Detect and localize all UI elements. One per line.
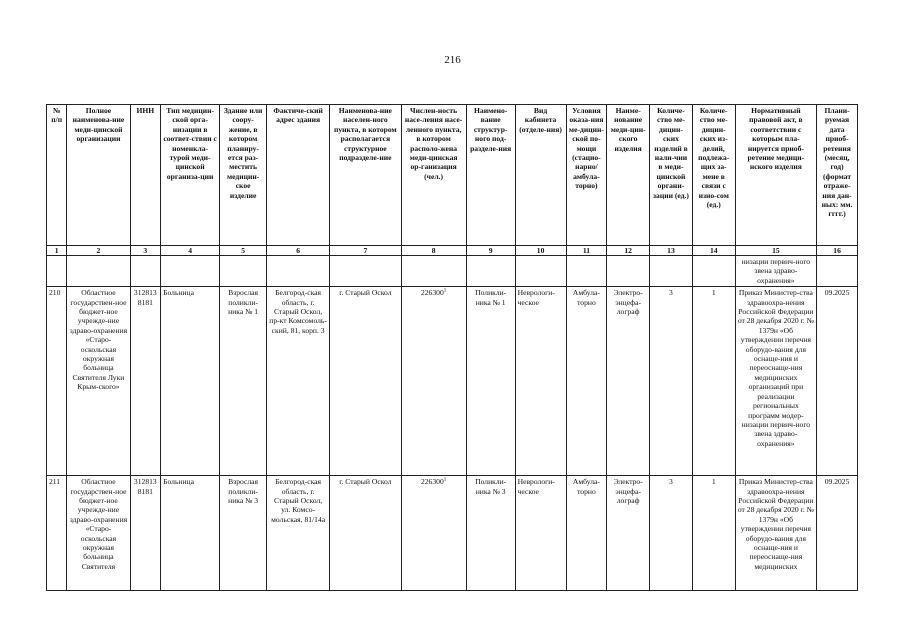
continuation-row [47,256,858,287]
header-cell: ИНН [130,105,161,246]
cabinet-type: Неврологи-ческое [515,287,566,476]
column-number: 11 [566,246,607,256]
header-cell: Нормативный правовой акт, в соответствии с которым пла-нируется приоб-ретение медици-нского изделия [735,105,817,246]
quantity-to-replace: 1 [692,287,735,476]
table-row [47,476,858,591]
building: Взрослая поликли-ника № 3 [220,476,267,591]
address: Белгород-ская область, г. Старый Оскол, пр-кт Комсомоль-ский, 81, корп. 3 [267,287,330,476]
header-cell: Условия оказа-ния ме-дицин-ской по-мощи (стацио-нарно/ амбула-торно) [566,105,607,246]
page-number: 216 [444,54,461,66]
regulatory-act: Приказ Министер-ства здравоохра-нения Российской Федерации от 28 декабря 2020 г. № 1379н «Об утверждении перечня оборудо-вания для оснаще-ния и переоснаще-ния медицинских организаций при реализации региональных программ модер-низации первич-ного звена здраво-охранения» [735,287,817,476]
settlement: г. Старый Оскол [330,476,401,591]
header-cell: Фактиче-ский адрес здания [267,105,330,246]
organization-type: Больница [161,476,220,591]
header-cell: Количе-ство ме-дицин-ских изделий в нали-чии в меди-цинской органи-зации (ед.) [650,105,693,246]
row-number: 210 [47,287,67,476]
quantity-available: 3 [650,476,693,591]
care-conditions: Амбула-торно [566,476,607,591]
header-cell: № п/п [47,105,67,246]
care-conditions: Амбула-торно [566,287,607,476]
header-cell: Наименова-ние населен-ного пункта, в котором располагается структурное подразделе-ние [330,105,401,246]
table-row [47,287,858,476]
subdivision: Поликли-ника № 1 [466,287,515,476]
organization-name: Областное государствен-ное бюджет-ное учрежде-ние здраво-охранения «Старо-оскольская окружная больница Святителя [67,476,130,591]
regulatory-act: Приказ Министер-ства здравоохра-нения Российской Федерации от 28 декабря 2020 г. № 1379н «Об утверждении перечня оборудо-вания для оснаще-ния и переоснаще-ния медицинских [735,476,817,591]
address: Белгород-ская область, г. Старый Оскол, ул. Комсо-мольская, 81/14а [267,476,330,591]
column-number: 2 [67,246,130,256]
column-number: 4 [161,246,220,256]
inn: 312813 8181 [130,476,161,591]
column-number: 10 [515,246,566,256]
header-cell: Полное наименова-ние меди-цинской организации [67,105,130,246]
quantity-to-replace: 1 [692,476,735,591]
subdivision: Поликли-ника № 3 [466,476,515,591]
population: 226300$^1$ [401,476,466,591]
device-name: Электро-энцефа-лограф [607,287,650,476]
header-cell: Наимено-вание структур-ного под-разделе-ния [466,105,515,246]
organization-type: Больница [161,287,220,476]
header-cell: Вид кабинета (отделе-ния) [515,105,566,246]
column-number: 5 [220,246,267,256]
settlement: г. Старый Оскол [330,287,401,476]
column-number-row [47,246,858,256]
column-number: 1 [47,246,67,256]
column-number: 16 [817,246,858,256]
header-cell: Наиме-нование меди-цин-ского изделия [607,105,650,246]
building: Взрослая поликли-ника № 1 [220,287,267,476]
column-number: 6 [267,246,330,256]
column-number: 9 [466,246,515,256]
header-row [47,105,858,246]
column-number: 3 [130,246,161,256]
column-number: 8 [401,246,466,256]
continuation-act-text: низации первич-ного звена здраво-охранения» [735,256,817,287]
header-cell: Числен-ность насе-ления насе-ленного пункта, в котором располо-жена меди-цинская ор-ганизация (чел.) [401,105,466,246]
header-cell: Тип медицин-ской орга-низации в соответ-ствии с номенкла-турой меди-цинской организа-ции [161,105,220,246]
header-cell: Плани-руемая дата приоб-ретения (месяц, год) (формат отраже-ния дан-ных: мм. гггг.) [817,105,858,246]
cabinet-type: Неврологи-ческое [515,476,566,591]
equipment-register-table [46,104,858,591]
row-number: 211 [47,476,67,591]
column-number: 14 [692,246,735,256]
population: 226300$^1$ [401,287,466,476]
inn: 312813 8181 [130,287,161,476]
header-cell: Здание или соору-жение, в котором планиру-ется раз-местить медицин-ское изделие [220,105,267,246]
column-number: 12 [607,246,650,256]
quantity-available: 3 [650,287,693,476]
organization-name: Областное государствен-ное бюджет-ное учрежде-ние здраво-охранения «Старо-оскольская окружная больница Святителя Луки Крым-ского» [67,287,130,476]
column-number: 13 [650,246,693,256]
column-number: 7 [330,246,401,256]
planned-date: 09.2025 [817,476,858,591]
device-name: Электро-энцефа-лограф [607,476,650,591]
column-number: 15 [735,246,817,256]
planned-date: 09.2025 [817,287,858,476]
header-cell: Количе-ство ме-дицин-ских из-делий, подлежа-щих за-мене в связи с изно-сом (ед.) [692,105,735,246]
